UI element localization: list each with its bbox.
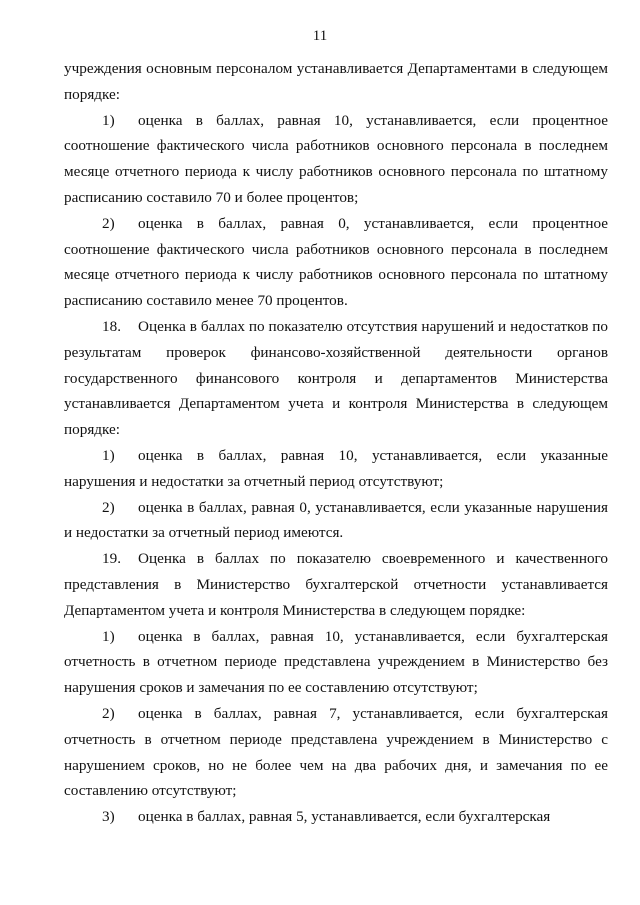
paragraph-text: Оценка в баллах по показателю своевременного и качественного представления в Министерство бухгалтерской отчетности устанавливается Департаментом учета и контроля Министерства в следующем порядке: (64, 550, 608, 619)
paragraph-text: оценка в баллах, равная 5, устанавливается, если бухгалтерская (138, 808, 551, 826)
item-number: 2) (102, 704, 115, 722)
paragraph-text: учреждения основным персоналом устанавливается Департаментами в следующем порядке: (64, 60, 608, 103)
paragraph-text: оценка в баллах, равная 10, устанавливается, если бухгалтерская отчетность в отчетном периоде представлена учреждением в Министерство без нарушения сроков и замечания по ее составлению отсутствуют; (64, 627, 608, 697)
paragraph-continuation (64, 56, 608, 108)
document-body (64, 56, 608, 830)
item-number: 2) (102, 498, 115, 516)
list-item-1 (64, 443, 608, 495)
item-number: 1) (102, 446, 115, 464)
paragraph-text: оценка в баллах, равная 7, устанавливается, если бухгалтерская отчетность в отчетном периоде представлена учреждением в Министерство с нарушением сроков, но не более чем на два рабочих дня, и замечания по ее составлению отсутствуют; (64, 704, 608, 800)
clause-18 (64, 314, 608, 443)
item-number: 3) (102, 808, 115, 826)
item-number: 1) (102, 111, 115, 129)
clause-19 (64, 546, 608, 623)
list-item-2 (64, 495, 608, 547)
list-item-2 (64, 211, 608, 314)
item-number: 2) (102, 214, 115, 232)
page-number: 11 (312, 28, 328, 44)
list-item-1 (64, 108, 608, 211)
list-item-1 (64, 624, 608, 701)
paragraph-text: Оценка в баллах по показателю отсутствия нарушений и недостатков по результатам проверок финансово-хозяйственной деятельности органов государственного финансового контроля и департаментов Министерства устанавливается Департаментом учета и контроля Министерства в следующем порядке: (64, 317, 608, 439)
paragraph-text: оценка в баллах, равная 0, устанавливается, если указанные нарушения и недостатки за отчетный период имеются. (64, 498, 608, 542)
item-number: 1) (102, 627, 115, 645)
list-item-3 (64, 804, 608, 830)
clause-number: 18. (102, 317, 121, 335)
paragraph-text: оценка в баллах, равная 10, устанавливается, если процентное соотношение фактического числа работников основного персонала в последнем месяце отчетного периода к числу работников основного персонала по штатному расписанию составило 70 и более процентов; (64, 111, 608, 206)
clause-number: 19. (102, 550, 121, 568)
paragraph-text: оценка в баллах, равная 10, устанавливается, если указанные нарушения и недостатки за отчетный период отсутствуют; (64, 446, 608, 490)
paragraph-text: оценка в баллах, равная 0, устанавливается, если процентное соотношение фактического числа работников основного персонала в последнем месяце отчетного периода к числу работников основного персонала по штатному расписанию составило менее 70 процентов. (64, 214, 608, 310)
list-item-2 (64, 701, 608, 804)
